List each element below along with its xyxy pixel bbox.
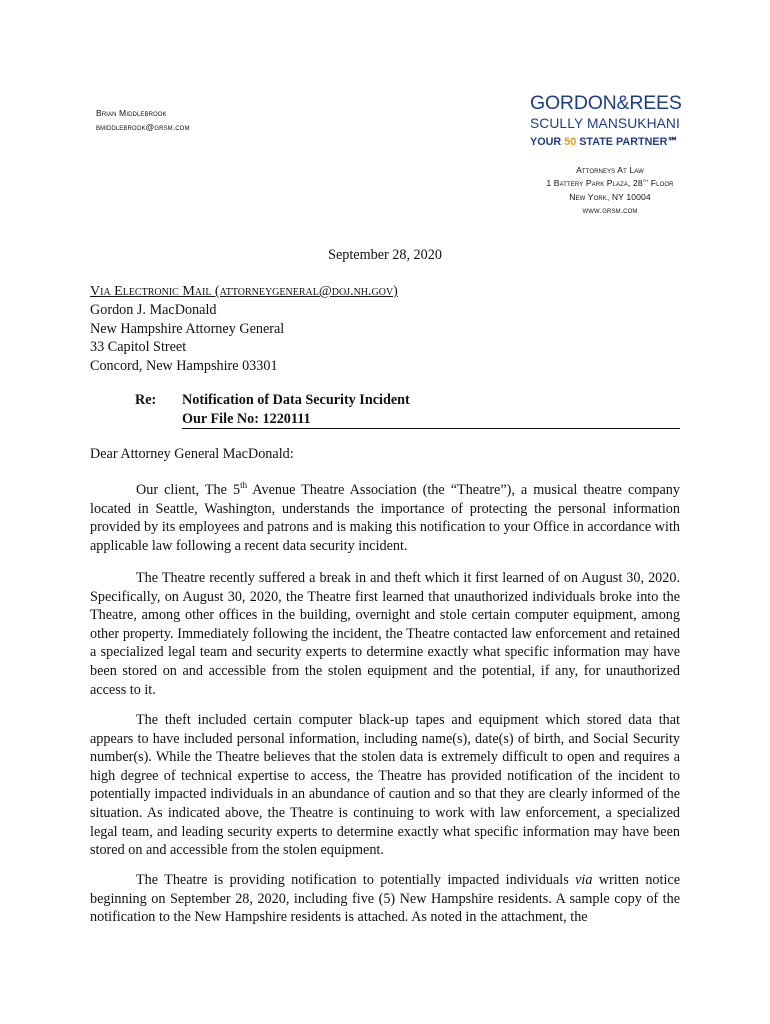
firm-address-line2-sup: th: [642, 178, 649, 185]
p4-em: via: [575, 872, 593, 888]
p1-sup: th: [240, 480, 248, 490]
p4-pre: The Theatre is providing notification to potentially impacted individuals: [136, 872, 576, 888]
delivery-method: Via Electronic Mail (attorneygeneral@doj.nh.gov): [90, 284, 398, 299]
firm-address-line2-post: Floor: [648, 178, 674, 189]
recipient-line: 33 Capitol Street: [90, 339, 187, 356]
recipient-line: Gordon J. MacDonald: [90, 302, 217, 318]
sender-email: bmiddlebrook@grsm.com: [96, 121, 190, 132]
firm-address-line2: [480, 177, 740, 190]
sender-name: Brian Middlebrook: [96, 108, 167, 118]
p4-post: written notice beginning on September 28, 2020, including five (5) New Hampshire residents. A sample copy of the notification to the New Hampshire residents is attached. As noted in the attachment, the: [90, 872, 680, 926]
firm-website: www.grsm.com: [582, 204, 638, 215]
letter-date: September 28, 2020: [328, 247, 442, 263]
re-label: Re:: [135, 392, 157, 408]
re-subject-block: [182, 391, 680, 429]
salutation: Dear Attorney General MacDonald:: [90, 446, 294, 462]
p3-text: The theft included certain computer black-up tapes and equipment which stored data that appears to have included personal information, including name(s), date(s) of birth, and Social Security number(s). While the Theatre believes that the stolen data is extremely difficult to open and requires a high degree of technical expertise to access, the Theatre has provided notification of the incident to potentially impacted individuals in an abundance of caution and so that they are clearly informed of the situation. As indicated above, the Theatre is continuing to work with law enforcement, a specialized legal team, and leading security experts to determine exactly what specific information may have been stored on and accessible from the stolen equipment.: [90, 712, 680, 859]
tagline-prefix: YOUR: [530, 136, 565, 148]
body-paragraph-4: [90, 871, 680, 927]
recipient-block: [90, 301, 284, 375]
recipient-line: Concord, New Hampshire 03301: [90, 357, 278, 374]
p1-post: Avenue Theatre Association (the “Theatre”), a musical theatre company located in Seattle, Washington, understands the importance of protecting the personal information provided by its employees and patrons and is making this notification to your Office in accordance with applicable law following a recent data security incident.: [90, 482, 680, 554]
p1-pre: Our client, The 5: [136, 482, 241, 498]
tagline-suffix: STATE PARTNER℠: [576, 136, 679, 148]
firm-address-line2-pre: 1 Battery Park Plaza, 28: [546, 178, 643, 189]
re-file-number: Our File No: 1220111: [182, 410, 680, 430]
body-paragraph-2: [90, 569, 680, 699]
firm-logo-tagline: [530, 132, 690, 152]
sender-block: [96, 107, 190, 134]
firm-address: [480, 164, 740, 217]
tagline-fifty: 50: [564, 136, 577, 148]
firm-logo-name: GORDON&REES: [530, 92, 682, 114]
firm-address-line1: Attorneys At Law: [576, 165, 644, 175]
p2-text: The Theatre recently suffered a break in and theft which it first learned of on August 30, 2020. Specifically, on August 30, 2020, the Theatre first learned that unauthorized individuals broke into the Theatre, among other offices in the building, overnight and stole certain computer equipment, among other property. Immediately following the incident, the Theatre contacted law enforcement and retained a specialized legal team and security experts to determine exactly what specific information may have been stored on and accessible from the stolen equipment and the potential, if any, for unauthorized access to it.: [90, 570, 680, 698]
firm-logo-subname: SCULLY MANSUKHANI: [530, 116, 680, 131]
re-subject: Notification of Data Security Incident: [182, 392, 410, 408]
firm-logo: [530, 92, 690, 152]
body-paragraph-1: [90, 481, 680, 555]
body-paragraph-3: [90, 711, 680, 860]
recipient-line: New Hampshire Attorney General: [90, 320, 285, 337]
firm-address-line3: New York, NY 10004: [569, 191, 651, 202]
